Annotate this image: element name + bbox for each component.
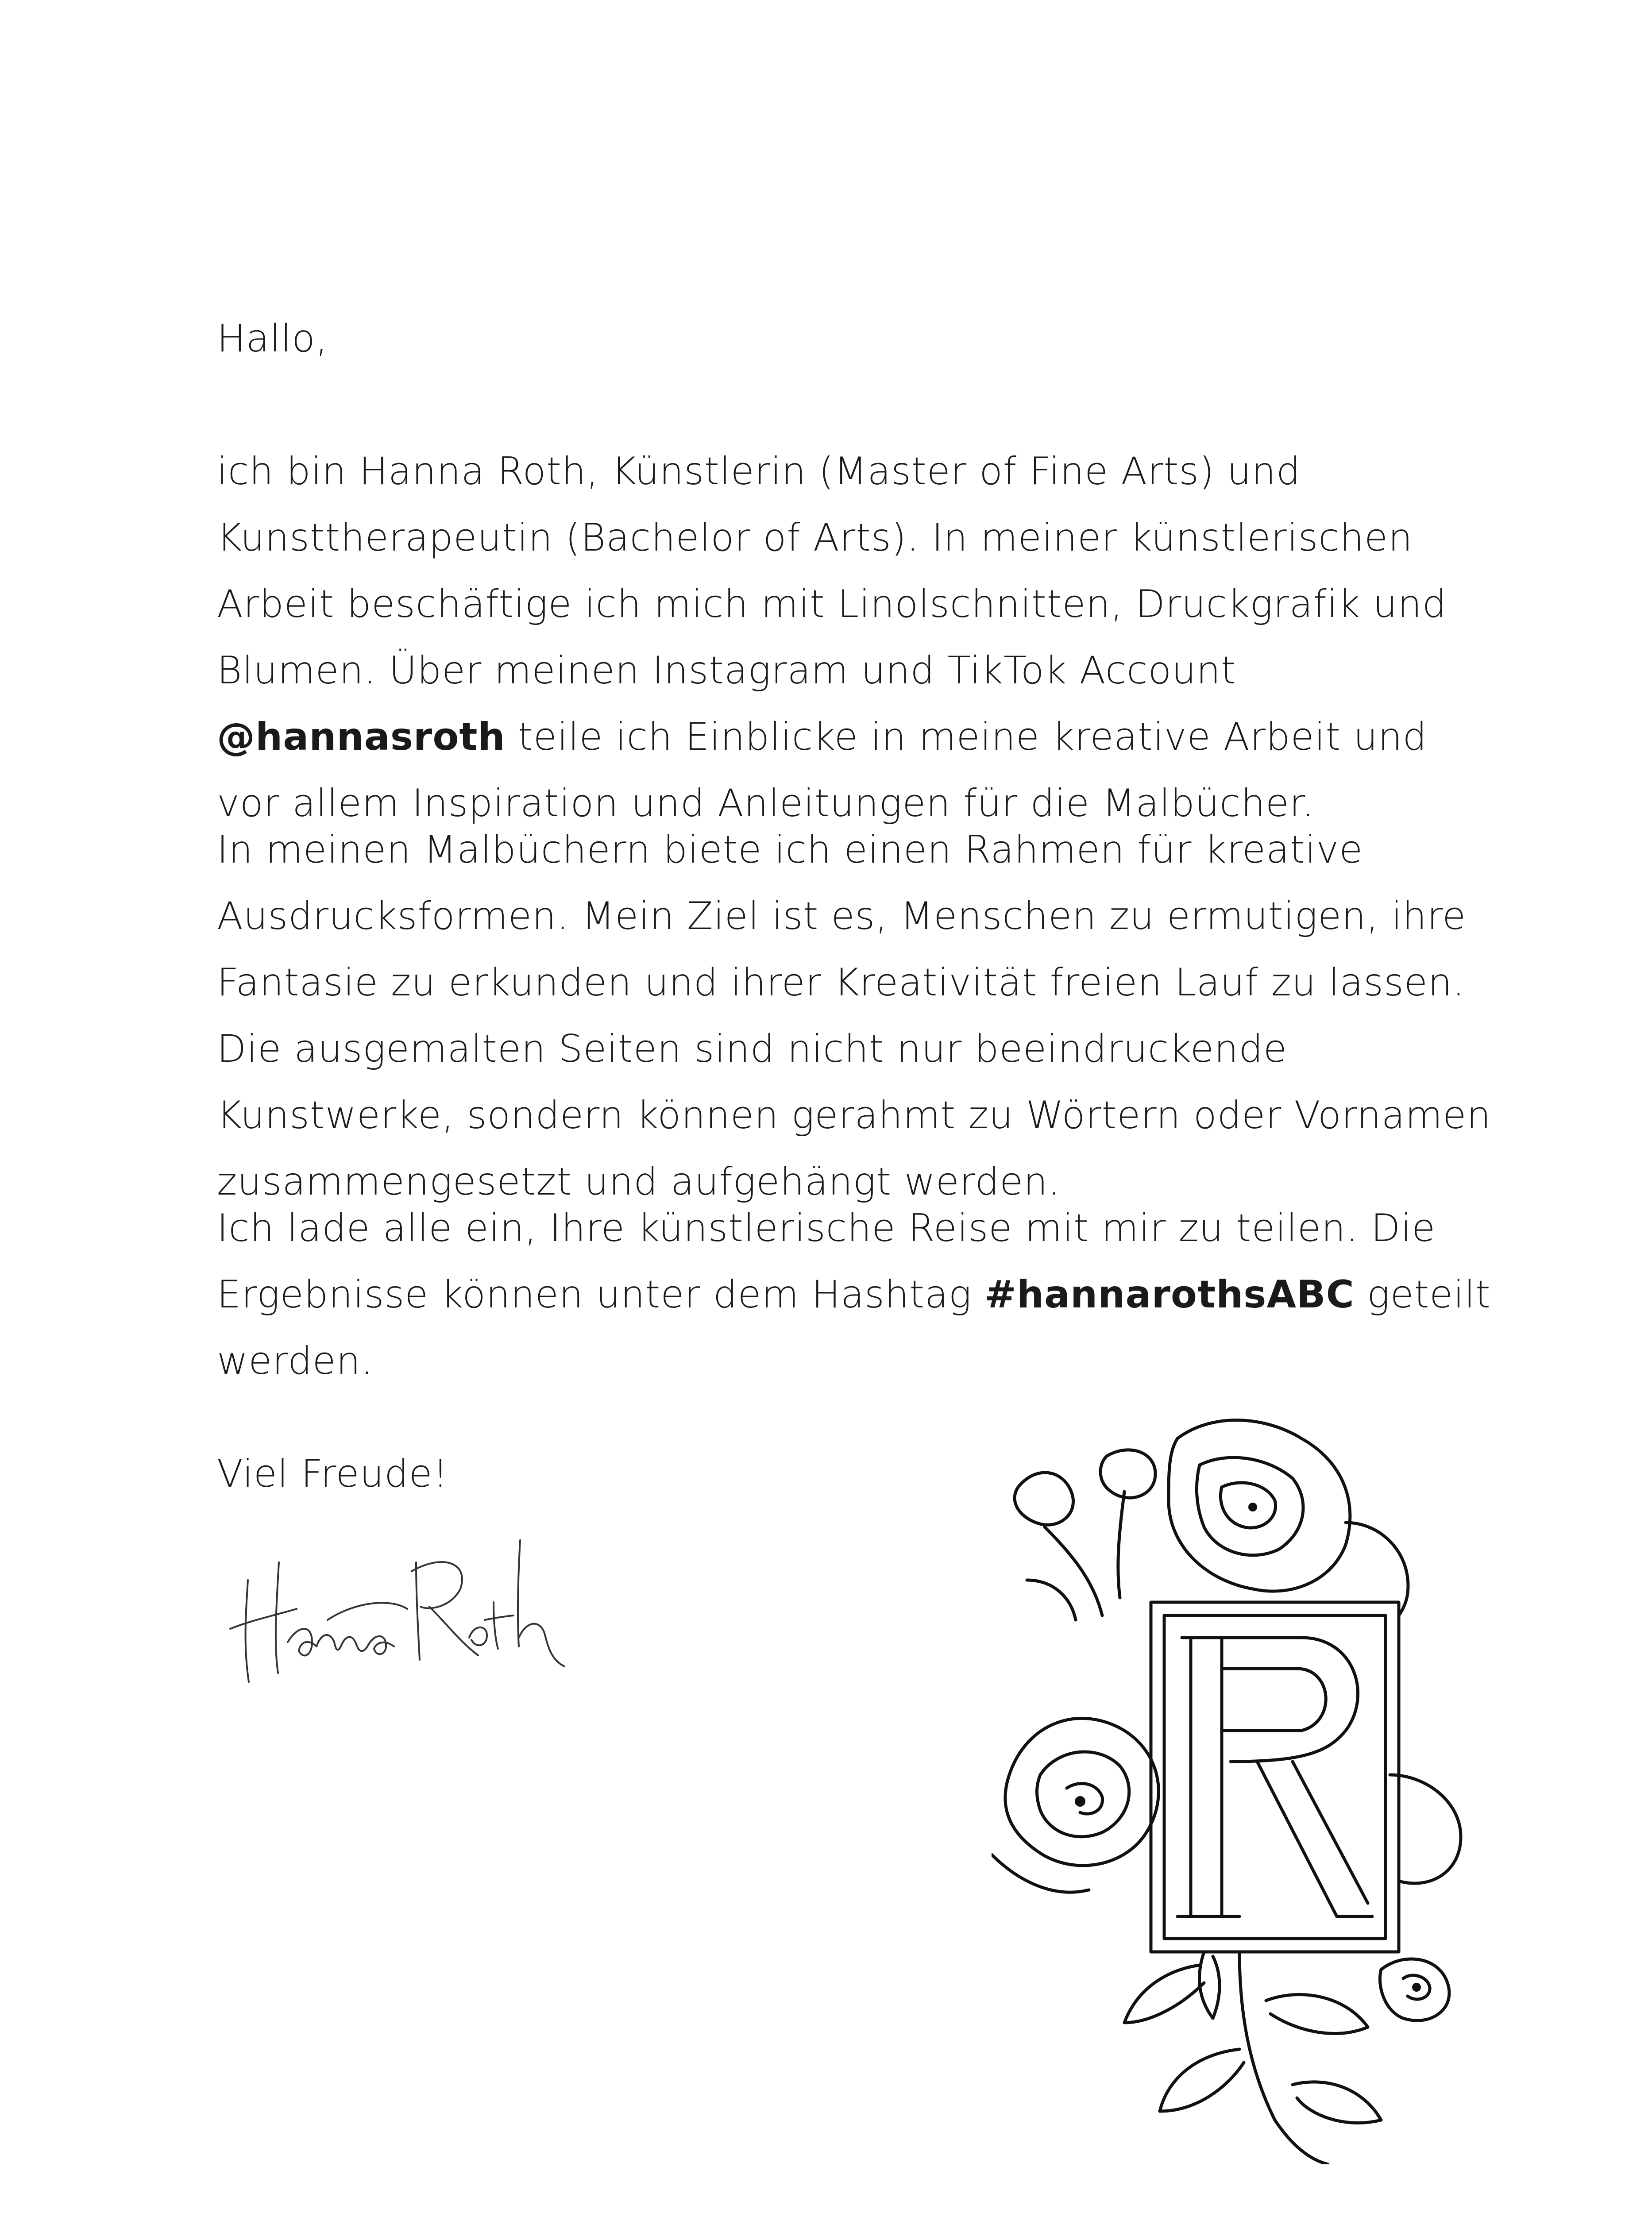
paragraph-invite: [217, 1195, 1501, 1394]
signature: [221, 1514, 567, 1700]
floral-initial-r-illustration: [992, 1412, 1478, 2164]
invite-text-start: Ich lade alle ein, Ihre künstlerische Reise mit mir zu teilen. Die Ergebnisse können unter dem Hashtag: [217, 1206, 1436, 1317]
greeting: Hallo,: [217, 316, 328, 361]
closing: Viel Freude!: [217, 1452, 449, 1496]
paragraph-books: In meinen Malbüchern biete ich einen Rahmen für kreative Ausdrucksformen. Mein Ziel ist es, Menschen zu ermutigen, ihre Fantasie zu erkunden und ihrer Kreativität freien Lauf zu lassen. Die ausgemalten Seiten sind nicht nur beeindruckende Kunstwerke, sondern können gerahmt zu Wörtern oder Vornamen zusammengesetzt und aufgehängt werden.: [217, 828, 1491, 1204]
hashtag: #hannarothsABC: [984, 1272, 1355, 1317]
intro-text-end: teile ich Einblicke in meine kreative Arbeit und vor allem Inspiration und Anleitungen für die Malbücher.: [217, 715, 1428, 825]
social-handle: @hannasroth: [217, 715, 506, 759]
paragraph-intro: [217, 438, 1501, 837]
intro-text-start: ich bin Hanna Roth, Künstlerin (Master of Fine Arts) und Kunsttherapeutin (Bachelor of Arts). In meiner künstlerischen Arbeit beschäftige ich mich mit Linolschnitten, Druckgrafik und Blumen. Über meinen Instagram und TikTok Account: [217, 449, 1447, 693]
invite-text-end: geteilt werden.: [217, 1272, 1491, 1383]
